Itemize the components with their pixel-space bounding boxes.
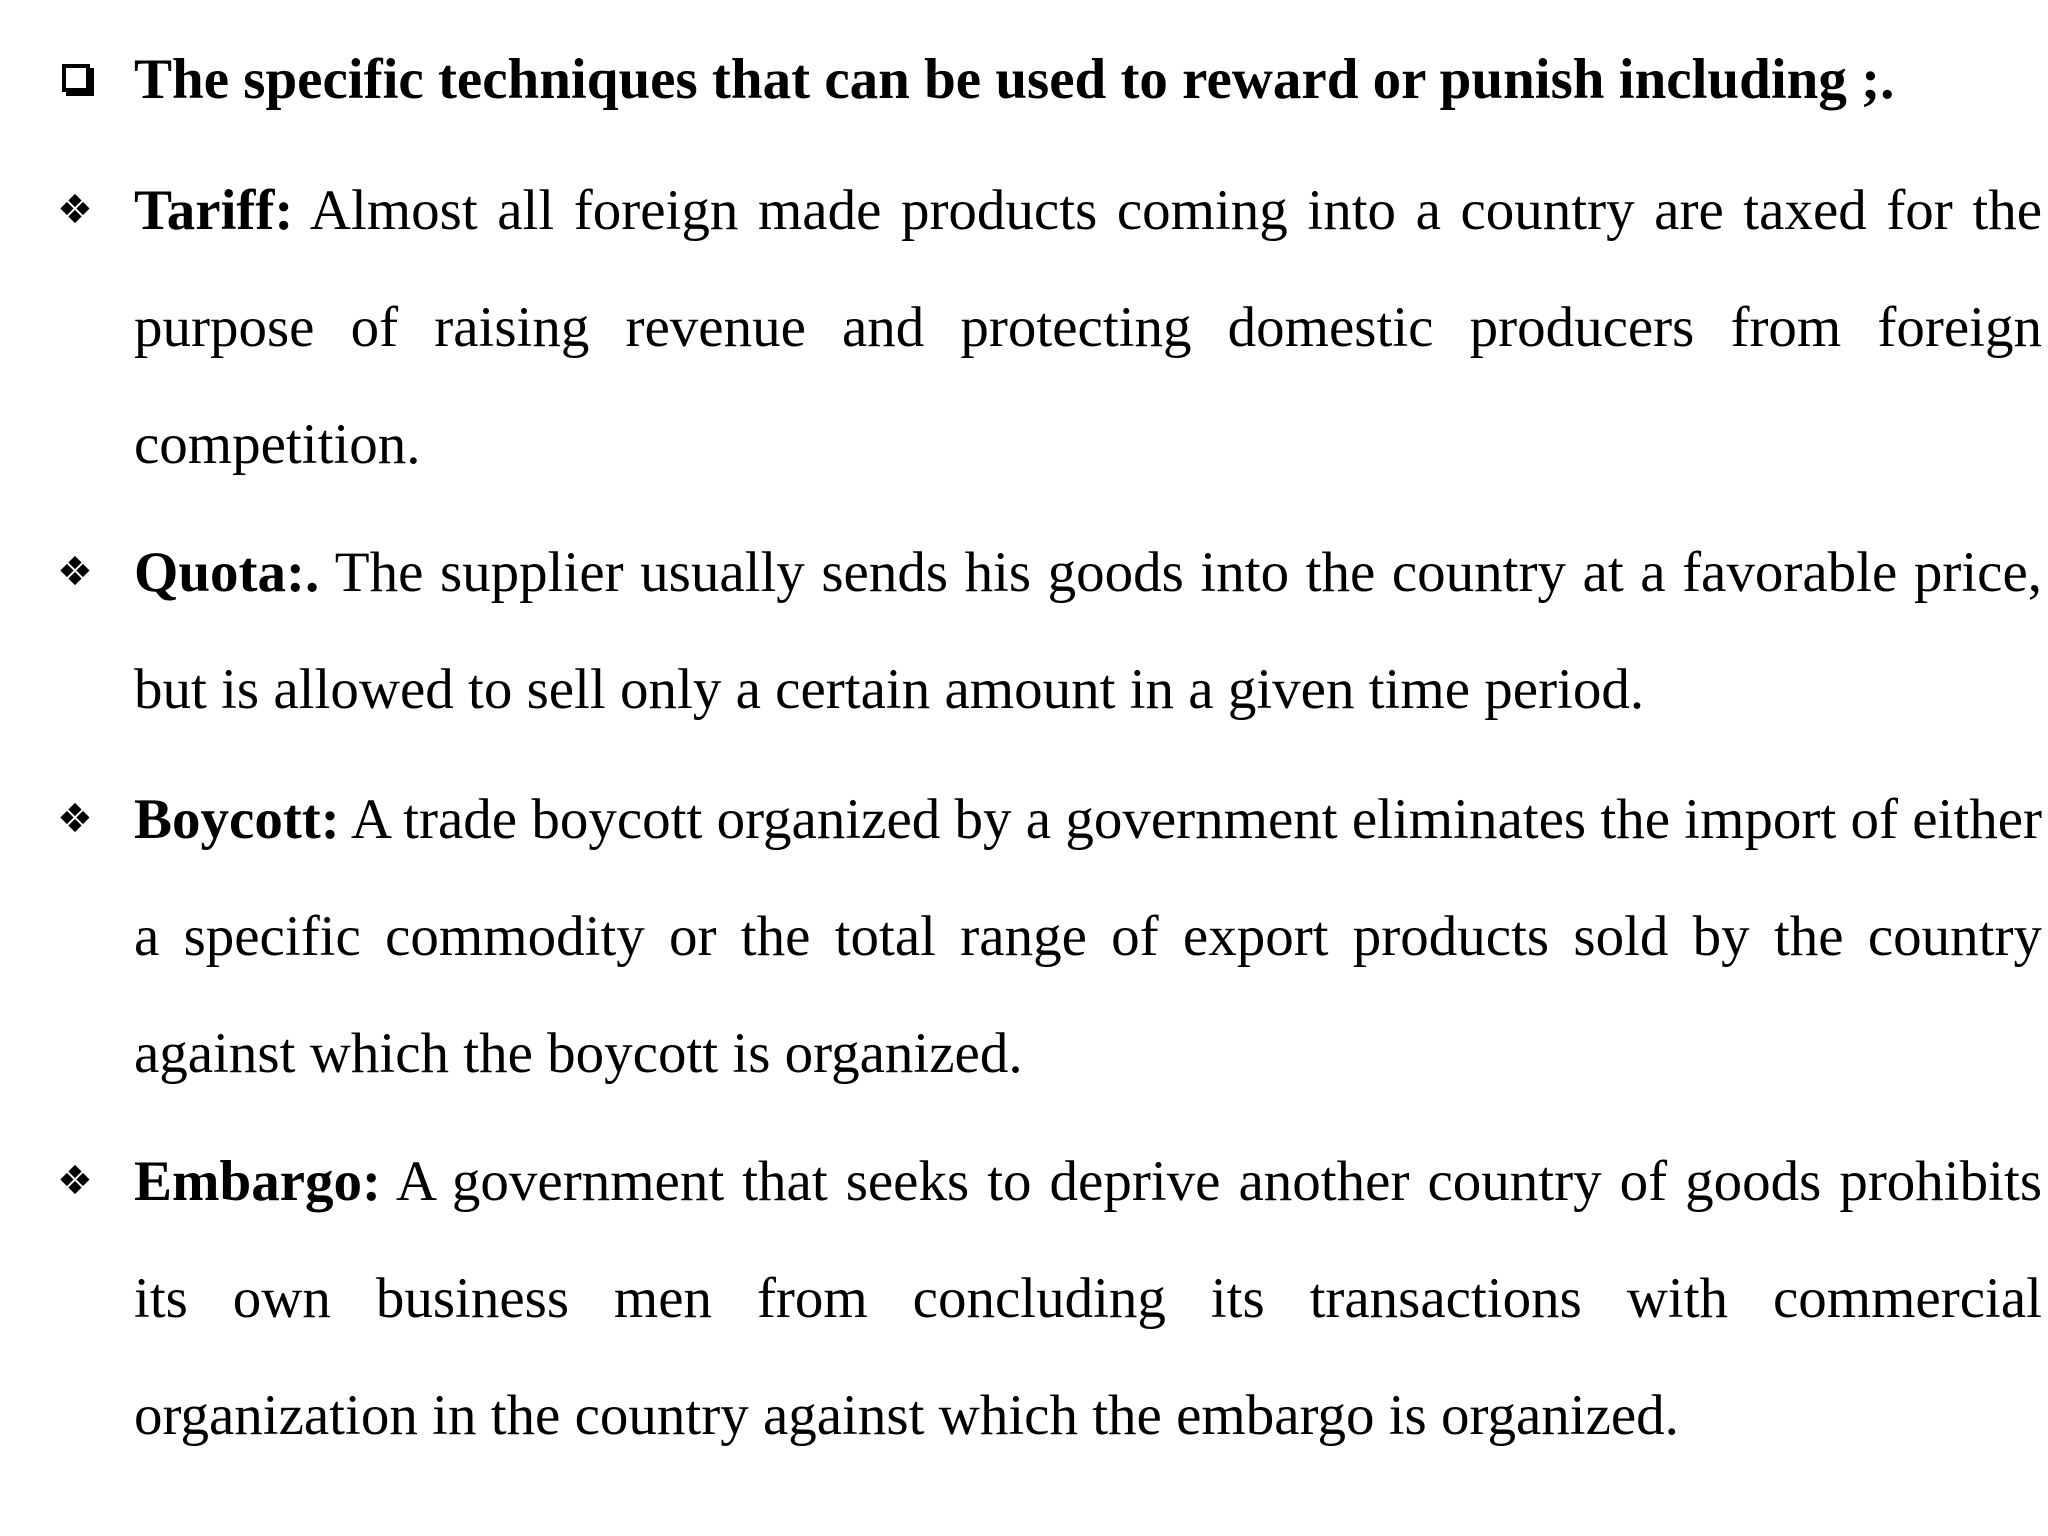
list-item-tariff <box>57 152 2042 503</box>
definition-text: The supplier usually sends his goods into the country at a favorable price, but is allowed to sell only a certain amount in a given time period. <box>134 541 2042 721</box>
list-item-body <box>134 1123 2042 1474</box>
four-diamond-bullet-icon: ❖ <box>57 1158 93 1204</box>
term-label: Boycott: <box>134 788 340 851</box>
definition-text: A government that seeks to deprive another country of goods prohibits its own business men from concluding its transactions with commercial organization in the country against which the embargo is organized. <box>134 1150 2042 1447</box>
term-label: Tariff: <box>134 179 294 242</box>
term-label: Embargo: <box>134 1150 381 1213</box>
heading-text: The specific techniques that can be used to reward or punish including ;. <box>134 48 1895 111</box>
list-item-body <box>134 761 2042 1112</box>
list-item-embargo <box>57 1123 2042 1474</box>
four-diamond-bullet-icon: ❖ <box>57 549 93 595</box>
square-bullet-icon <box>62 64 90 92</box>
four-diamond-bullet-icon: ❖ <box>57 796 93 842</box>
four-diamond-bullet-icon: ❖ <box>57 187 93 233</box>
term-label: Quota:. <box>134 541 320 604</box>
definition-text: A trade boycott organized by a government eliminates the import of either a specific commodity or the total range of export products sold by the country against which the boycott is organized. <box>134 788 2042 1085</box>
list-item-quota <box>57 514 2042 748</box>
definition-text: Almost all foreign made products coming into a country are taxed for the purpose of raising revenue and protecting domestic producers from foreign competition. <box>134 179 2042 476</box>
list-item-body <box>134 152 2042 503</box>
list-item-body <box>134 514 2042 748</box>
list-item-boycott <box>57 761 2042 1112</box>
